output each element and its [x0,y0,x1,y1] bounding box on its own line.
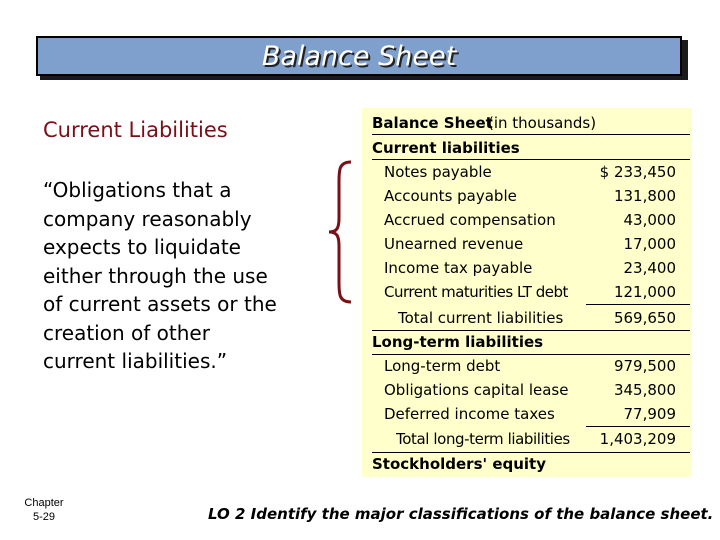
longterm-heading-row [362,330,692,354]
quote-line: “Obligations that a [43,178,232,202]
line-item-label: Long-term debt [384,357,501,375]
equity-heading-row [362,452,692,476]
current-liabilities-heading: Current liabilities [372,139,520,157]
definition-quote [43,176,343,376]
line-item-label: Unearned revenue [384,235,524,253]
table-row [362,427,692,451]
learning-objective: LO 2 Identify the major classifications of the balance sheet. [208,505,714,523]
line-item-amount: 17,000 [623,235,676,253]
bs-header-title: Balance Sheet [372,114,493,132]
table-row [362,184,692,208]
section-heading: Current Liabilities [43,118,228,142]
table-row [362,160,692,184]
header-rule [372,134,690,135]
chapter-page: 5-29 [32,511,56,523]
line-item-label: Income tax payable [384,259,533,277]
quote-line: current liabilities.” [43,349,228,373]
longterm-liabilities-heading: Long-term liabilities [372,333,544,351]
total-label: Total current liabilities [398,309,564,327]
table-row [362,208,692,232]
line-item-amount: 345,800 [613,381,676,399]
table-row [362,232,692,256]
line-item-amount: 979,500 [613,357,676,375]
table-row [362,280,692,304]
total-amount: 1,403,209 [599,430,676,448]
quote-line: of current assets or the [43,292,277,316]
line-item-label: Current maturities LT debt [384,283,568,301]
line-item-amount: 23,400 [623,259,676,277]
total-label: Total long-term liabilities [396,430,570,448]
total-amount: 569,650 [613,309,676,327]
table-row [362,354,692,378]
table-row [362,256,692,280]
quote-line: creation of other [43,320,210,345]
line-item-amount: $ 233,450 [599,163,676,181]
equity-heading: Stockholders' equity [372,455,547,473]
quote-line: either through the use [43,263,268,288]
line-item-amount: 77,909 [623,405,676,423]
line-item-label: Deferred income taxes [384,405,555,423]
line-item-amount: 121,000 [613,283,676,301]
line-item-label: Obligations capital lease [384,381,569,399]
table-row [362,378,692,402]
table-row [362,306,692,330]
slide-title: Balance Sheet [261,40,457,72]
quote-line: expects to liquidate [43,235,241,259]
bs-header-note: (in thousands) [488,114,597,132]
chapter-label [14,496,74,524]
balance-sheet-panel [362,108,692,477]
table-row [362,402,692,426]
line-item-label: Notes payable [384,163,492,181]
line-item-amount: 43,000 [623,211,676,229]
chapter-text: Chapter [24,497,64,509]
line-item-amount: 131,800 [613,187,676,205]
quote-line: company reasonably [43,206,252,231]
curly-brace-icon [325,160,355,304]
title-banner [36,36,682,76]
line-item-label: Accounts payable [384,187,517,205]
line-item-label: Accrued compensation [384,211,556,229]
subtotal-rule [586,304,690,305]
bs-header-row [362,111,692,135]
current-heading-row [362,136,692,160]
